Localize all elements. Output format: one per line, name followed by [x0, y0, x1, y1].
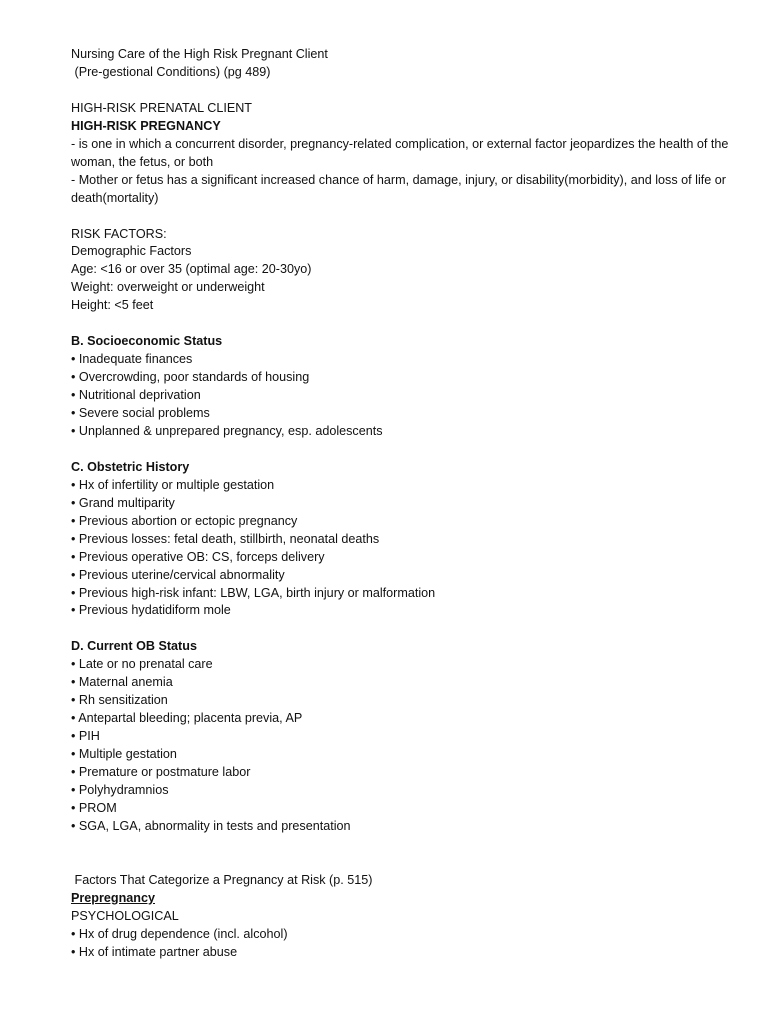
obstetric-history-item: • Hx of infertility or multiple gestation	[71, 477, 275, 492]
spacer	[71, 441, 731, 459]
spacer	[71, 836, 731, 872]
document-subtitle: (Pre-gestional Conditions) (pg 489)	[71, 64, 271, 79]
section-heading-pregnancy: HIGH-RISK PREGNANCY	[71, 118, 221, 133]
demographic-item: Weight: overweight or underweight	[71, 280, 265, 295]
obstetric-history-item: • Previous hydatidiform mole	[71, 603, 231, 618]
current-ob-status-item: • SGA, LGA, abnormality in tests and presentation	[71, 818, 351, 833]
document-title: Nursing Care of the High Risk Pregnant Client	[71, 47, 328, 61]
current-ob-status-item: • Multiple gestation	[71, 747, 177, 762]
psychological-item: • Hx of drug dependence (incl. alcohol)	[71, 926, 288, 941]
current-ob-status-item: • Rh sensitization	[71, 693, 168, 708]
obstetric-history-item: • Previous operative OB: CS, forceps delivery	[71, 549, 325, 564]
current-ob-status-item: • Maternal anemia	[71, 675, 173, 690]
demographic-item: Height: <5 feet	[71, 298, 154, 313]
current-ob-status-item: • Polyhydramnios	[71, 783, 169, 797]
spacer	[71, 620, 731, 638]
psychological-heading: PSYCHOLOGICAL	[71, 908, 179, 923]
socioeconomic-item: • Unplanned & unprepared pregnancy, esp. adolescents	[71, 423, 383, 438]
risk-categories-heading: Factors That Categorize a Pregnancy at Risk (p. 515)	[71, 872, 373, 887]
prepregnancy-heading: Prepregnancy	[71, 890, 155, 905]
obstetric-history-item: • Previous high-risk infant: LBW, LGA, birth injury or malformation	[71, 585, 436, 600]
current-ob-status-item: • Premature or postmature labor	[71, 765, 251, 780]
current-ob-status-item: • Antepartal bleeding; placenta previa, AP	[71, 711, 303, 726]
demographic-heading: Demographic Factors	[71, 244, 192, 259]
risk-factors-heading: RISK FACTORS:	[71, 226, 167, 241]
current-ob-status-item: • Late or no prenatal care	[71, 657, 213, 672]
obstetric-history-item: • Previous losses: fetal death, stillbirth, neonatal deaths	[71, 531, 380, 546]
section-heading-client: HIGH-RISK PRENATAL CLIENT	[71, 100, 253, 115]
spacer	[71, 315, 731, 333]
socioeconomic-item: • Inadequate finances	[71, 352, 193, 367]
psychological-item: • Hx of intimate partner abuse	[71, 944, 238, 959]
socioeconomic-item: • Severe social problems	[71, 406, 210, 421]
obstetric-history-item: • Grand multiparity	[71, 495, 175, 510]
current-ob-status-item: • PROM	[71, 800, 117, 815]
obstetric-history-item: • Previous abortion or ectopic pregnancy	[71, 513, 298, 528]
socioeconomic-item: • Overcrowding, poor standards of housing	[71, 370, 310, 385]
spacer	[71, 82, 731, 100]
definition-paragraph-1: - is one in which a concurrent disorder, pregnancy-related complication, or external factor jeopardizes the health of the woman, the fetus, or both	[71, 136, 729, 169]
spacer	[71, 208, 731, 226]
definition-paragraph-2: - Mother or fetus has a significant increased chance of harm, damage, injury, or disability(morbidity), and loss of life or death(mortality)	[71, 172, 726, 205]
current-ob-status-heading: D. Current OB Status	[71, 639, 197, 654]
socioeconomic-item: • Nutritional deprivation	[71, 388, 201, 403]
obstetric-history-heading: C. Obstetric History	[71, 459, 190, 474]
document-body	[71, 46, 731, 962]
current-ob-status-item: • PIH	[71, 729, 100, 744]
demographic-item: Age: <16 or over 35 (optimal age: 20-30yo)	[71, 262, 312, 277]
obstetric-history-item: • Previous uterine/cervical abnormality	[71, 567, 285, 582]
socioeconomic-heading: B. Socioeconomic Status	[71, 334, 223, 349]
